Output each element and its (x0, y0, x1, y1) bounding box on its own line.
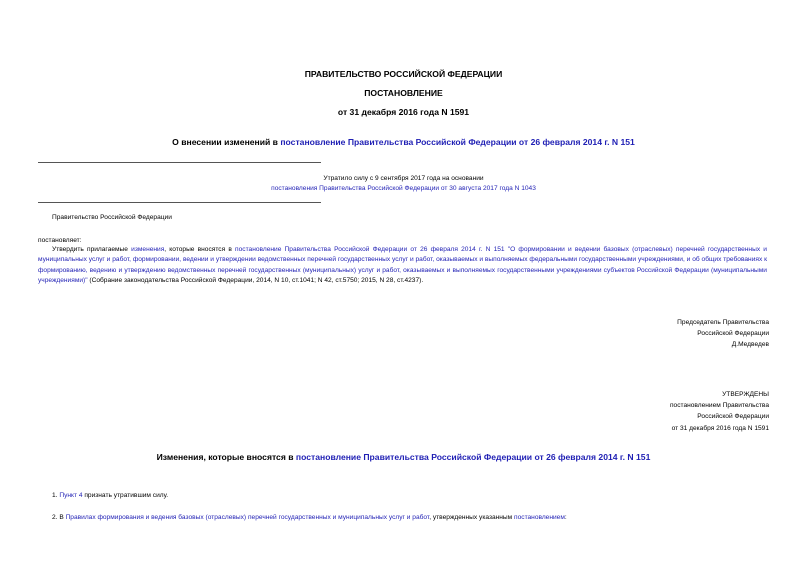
item-2-number: 2. В (52, 514, 66, 521)
item-2-text: , утвержденных указанным (429, 514, 515, 521)
approval-heading: УТВЕРЖДЕНЫ (722, 391, 769, 398)
signature-title: Председатель Правительства (677, 319, 769, 326)
approval-by: постановлением Правительства (669, 402, 769, 410)
signature-block (677, 317, 769, 351)
item-2-end: : (564, 514, 567, 521)
decree-151-link[interactable]: постановление Правительства Российской Федерации от 26 февраля 2014 г. N 151 "О формировании и ведении базовых (отраслевых) перечней государственных и муниципальных услуг и работ, формировании, ведении и утверждении ведомственных перечней государственных услуг и работ, оказываемых и выполняемых федеральными государственными учреждениями, и об общих требованиях к формированию, ведению и утверждению ведомственных перечней государственных (муниципальных) услуг и работ, оказываемых и выполняемых государственными учреждениями субъектов Российской Федерации (муниципальными учреждениями)" (38, 246, 767, 285)
changes-title-link[interactable]: постановление Правительства Российской Федерации от 26 февраля 2014 г. N 151 (295, 452, 651, 462)
status-line: Утратило силу с 9 сентября 2017 года на основании (323, 175, 484, 182)
decrees-word: постановляет: (38, 237, 82, 244)
signature-org: Российской Федерации (697, 330, 769, 338)
item-2-rules-link[interactable]: Правилах формирования и ведения базовых (отраслевых) перечней государственных и муниципальных услуг и работ (65, 514, 430, 521)
document-type: ПОСТАНОВЛЕНИЕ (364, 88, 443, 98)
item-1-text: признать утратившим силу. (82, 492, 169, 499)
approval-org: Российской Федерации (697, 413, 769, 421)
item-1-link[interactable]: Пункт 4 (59, 492, 83, 499)
title-link[interactable]: постановление Правительства Российской Федерации от 26 февраля 2014 г. N 151 (280, 137, 635, 147)
signature-name: Д.Медведев (731, 341, 769, 349)
government-heading: ПРАВИТЕЛЬСТВО РОССИЙСКОЙ ФЕДЕРАЦИИ (304, 69, 503, 79)
changes-title-prefix: Изменения, которые вносятся в (156, 452, 296, 462)
changes-link[interactable]: изменения (131, 246, 165, 253)
item-1-number: 1. (52, 492, 60, 499)
document-title (0, 137, 807, 147)
item-1 (52, 491, 168, 501)
item-2 (52, 513, 567, 523)
status-link[interactable]: постановления Правительства Российской Федерации от 30 августа 2017 года N 1043 (271, 185, 536, 192)
main-paragraph (38, 245, 767, 287)
title-prefix: О внесении изменений в (172, 137, 281, 147)
issuer: Правительство Российской Федерации (52, 214, 172, 221)
divider-top (38, 162, 321, 163)
paragraph-start: Утвердить прилагаемые (52, 246, 132, 253)
divider-bottom (38, 202, 321, 203)
approval-date: от 31 декабря 2016 года N 1591 (671, 424, 769, 432)
approval-block (670, 389, 769, 434)
paragraph-end: (Собрание законодательства Российской Федерации, 2014, N 10, ст.1041; N 42, ст.5750; 2015, N 28, ст.4237). (87, 277, 424, 285)
document-date-number: от 31 декабря 2016 года N 1591 (337, 107, 470, 117)
paragraph-mid: , которые вносятся в (164, 246, 236, 253)
item-2-decree-link[interactable]: постановлением (514, 514, 565, 521)
changes-title (0, 452, 807, 462)
